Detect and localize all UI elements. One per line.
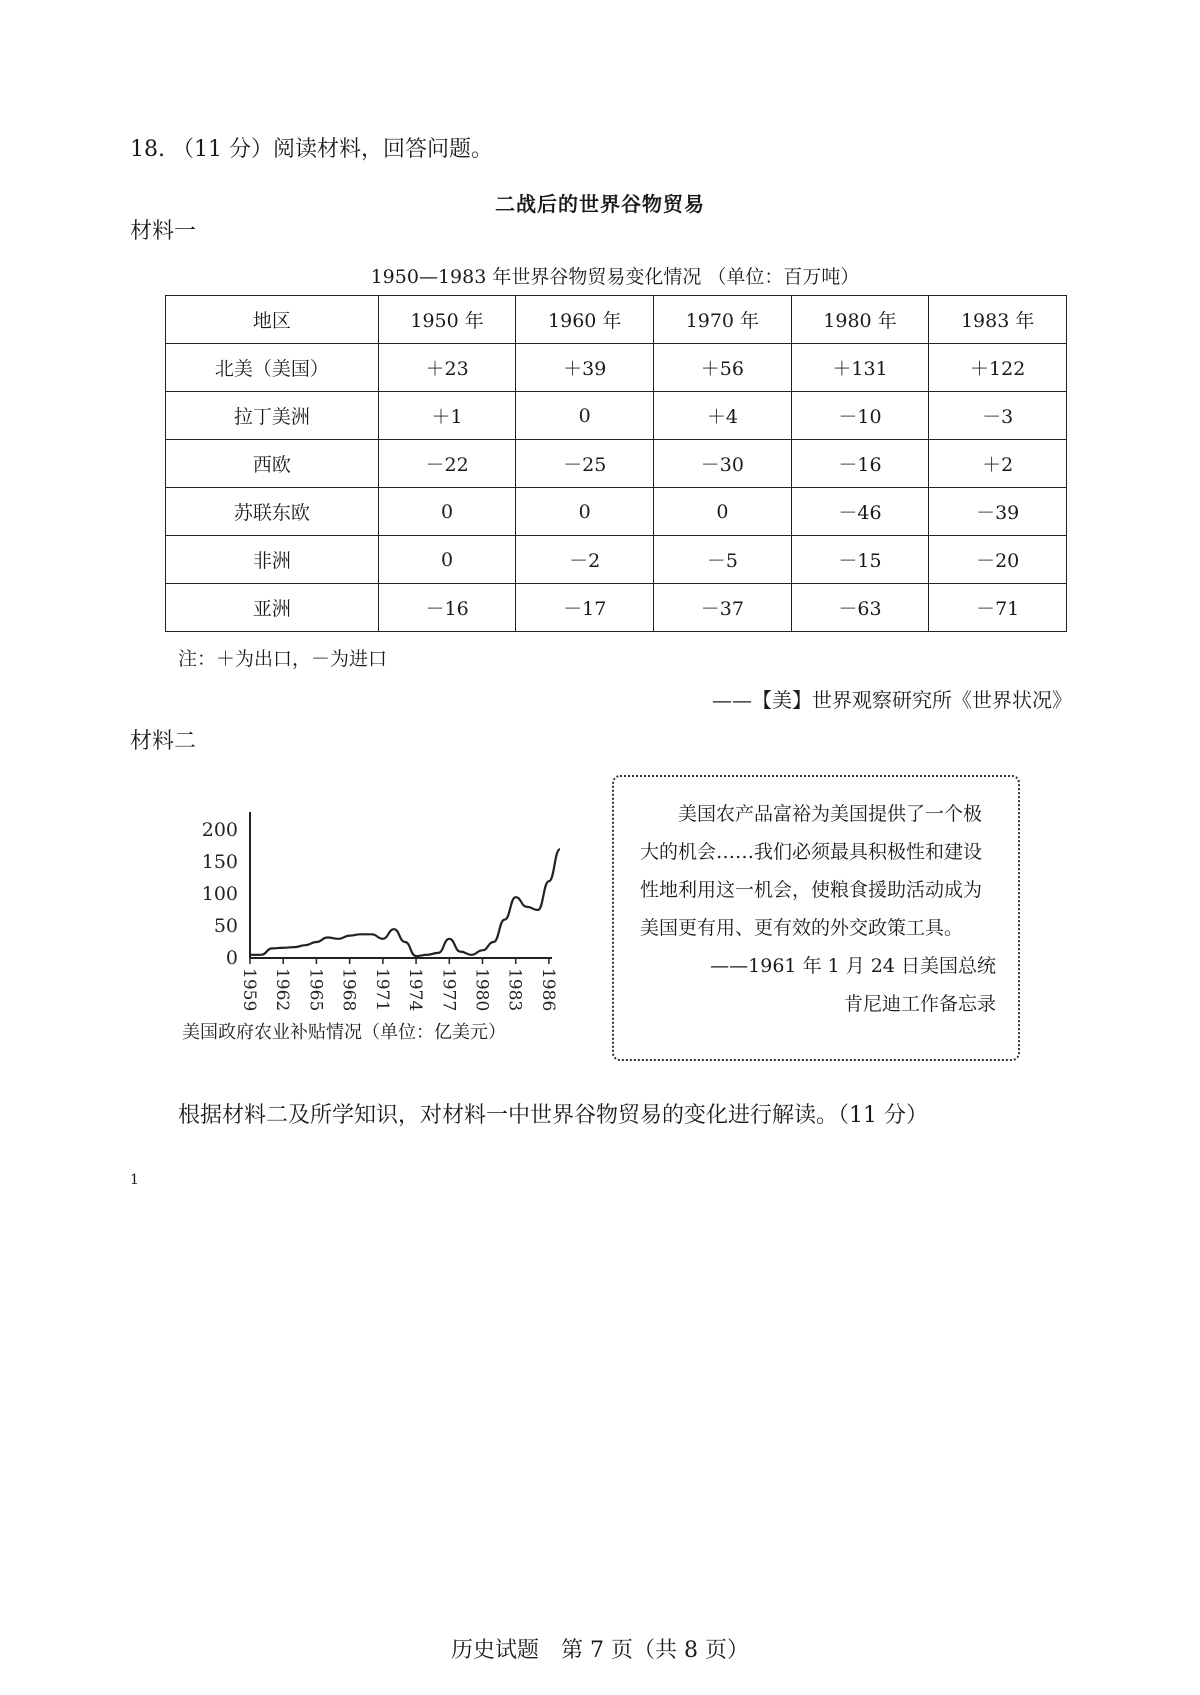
chart-caption: 美国政府农业补贴情况（单位：亿美元） <box>182 1022 506 1043</box>
table-cell: －63 <box>791 584 929 632</box>
table-cell: －16 <box>378 584 516 632</box>
page-number: 1 <box>130 1172 139 1188</box>
table-cell: 0 <box>516 488 654 536</box>
table-cell: 北美（美国） <box>166 344 379 392</box>
table-header-row <box>166 296 1067 344</box>
x-tick-label: 1983 <box>504 968 525 1012</box>
x-tick-label: 1965 <box>305 968 326 1012</box>
table-cell: ＋131 <box>791 344 929 392</box>
subsidy-chart-svg <box>175 780 575 1050</box>
series-line <box>250 849 560 956</box>
grain-trade-table <box>165 295 1067 632</box>
table-header-cell: 地区 <box>166 296 379 344</box>
table-cell: －22 <box>378 440 516 488</box>
material2-label: 材料二 <box>130 729 197 754</box>
table-cell: －39 <box>929 488 1067 536</box>
x-tick-label: 1977 <box>438 968 459 1012</box>
y-tick-label: 50 <box>213 915 238 937</box>
table-cell: 亚洲 <box>166 584 379 632</box>
table-cell: 0 <box>516 392 654 440</box>
x-tick-label: 1962 <box>272 968 293 1012</box>
table-header-cell: 1983 年 <box>929 296 1067 344</box>
table-header-cell: 1950 年 <box>378 296 516 344</box>
table-cell: －25 <box>516 440 654 488</box>
table-source: ——【美】世界观察研究所《世界状况》 <box>712 688 1072 712</box>
table-row <box>166 488 1067 536</box>
x-tick-label: 1986 <box>537 968 558 1012</box>
table-row <box>166 440 1067 488</box>
x-tick-label: 1968 <box>338 968 359 1012</box>
question-header: 18. （11 分）阅读材料，回答问题。 <box>130 137 493 162</box>
table-cell: 非洲 <box>166 536 379 584</box>
quote-source-line2: 肯尼迪工作备忘录 <box>843 993 996 1015</box>
table-header-cell: 1960 年 <box>516 296 654 344</box>
table-cell: －46 <box>791 488 929 536</box>
table-cell: ＋1 <box>378 392 516 440</box>
table-cell: 0 <box>378 488 516 536</box>
material1-label: 材料一 <box>130 219 197 244</box>
table-cell: －10 <box>791 392 929 440</box>
table-cell: －15 <box>791 536 929 584</box>
table-cell: ＋4 <box>654 392 792 440</box>
table-cell: ＋23 <box>378 344 516 392</box>
table-header-cell: 1970 年 <box>654 296 792 344</box>
table-cell: ＋39 <box>516 344 654 392</box>
table-row <box>166 536 1067 584</box>
table-cell: －2 <box>516 536 654 584</box>
table-cell: 西欧 <box>166 440 379 488</box>
table-row <box>166 584 1067 632</box>
y-tick-label: 100 <box>201 883 238 905</box>
table-cell: 0 <box>654 488 792 536</box>
table-cell: 拉丁美洲 <box>166 392 379 440</box>
table-header-cell: 1980 年 <box>791 296 929 344</box>
quote-body: 美国农产品富裕为美国提供了一个极大的机会……我们必须最具积极性和建设性地利用这一机会，使粮食援助活动成为美国更有用、更有效的外交政策工具。 <box>640 803 983 939</box>
y-tick-label: 200 <box>201 819 238 841</box>
table-cell: ＋122 <box>929 344 1067 392</box>
table-cell: 0 <box>378 536 516 584</box>
x-tick-label: 1959 <box>239 968 259 1012</box>
table-caption: 1950—1983 年世界谷物贸易变化情况 （单位：百万吨） <box>370 266 860 288</box>
page-footer: 历史试题 第 7 页（共 8 页） <box>451 1638 749 1663</box>
x-tick-label: 1971 <box>371 968 392 1012</box>
table-cell: 苏联东欧 <box>166 488 379 536</box>
kennedy-quote-box <box>612 775 1020 1061</box>
table-row <box>166 392 1067 440</box>
table-cell: －5 <box>654 536 792 584</box>
table-cell: －16 <box>791 440 929 488</box>
y-tick-label: 0 <box>225 947 238 969</box>
table-cell: －3 <box>929 392 1067 440</box>
table-cell: ＋2 <box>929 440 1067 488</box>
question-prompt: 根据材料二及所学知识，对材料一中世界谷物贸易的变化进行解读。（11 分） <box>178 1103 928 1128</box>
x-tick-label: 1974 <box>405 968 426 1012</box>
document-title: 二战后的世界谷物贸易 <box>495 192 705 216</box>
x-tick-label: 1980 <box>471 968 492 1012</box>
table-cell: －30 <box>654 440 792 488</box>
table-cell: －20 <box>929 536 1067 584</box>
table-cell: ＋56 <box>654 344 792 392</box>
table-cell: －37 <box>654 584 792 632</box>
table-row <box>166 344 1067 392</box>
table-cell: －71 <box>929 584 1067 632</box>
table-note: 注：＋为出口，－为进口 <box>178 648 388 670</box>
table-cell: －17 <box>516 584 654 632</box>
quote-source-line1: ——1961 年 1 月 24 日美国总统 <box>710 955 996 977</box>
y-tick-label: 150 <box>201 851 238 873</box>
subsidy-chart <box>175 780 575 1050</box>
